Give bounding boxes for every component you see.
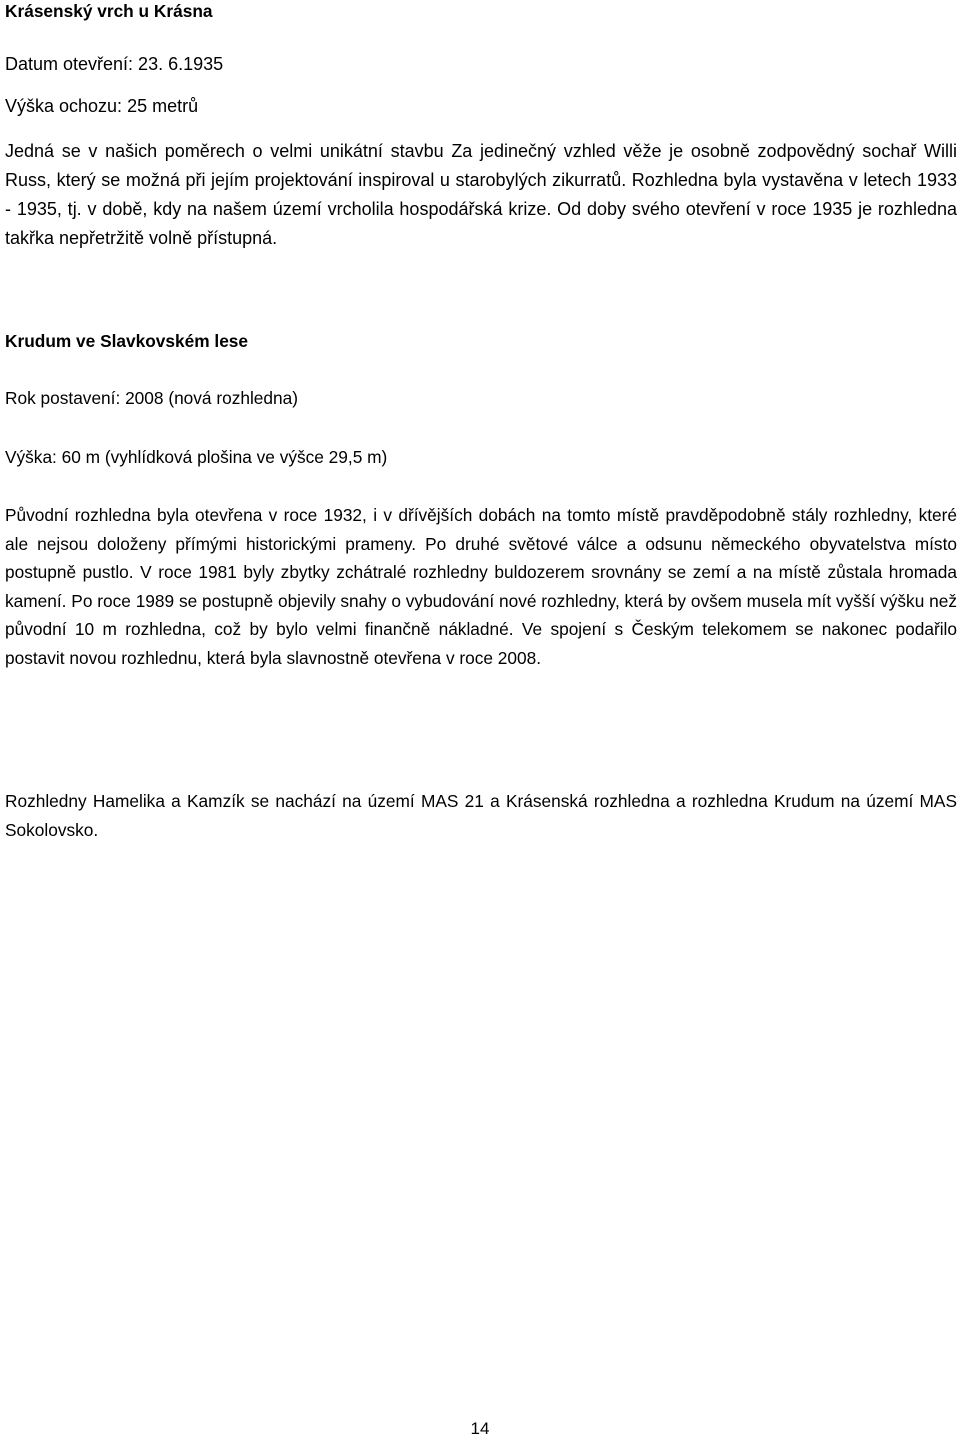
section2-height: Výška: 60 m (vyhlídková plošina ve výšce 29,5 m): [5, 447, 388, 467]
section1-height: Výška ochozu: 25 metrů: [5, 96, 199, 116]
closing-note: Rozhledny Hamelika a Kamzík se nachází na území MAS 21 a Krásenská rozhledna a rozhledna Krudum na území MAS Sokolovsko.: [5, 791, 957, 840]
page-number: 14: [470, 1419, 490, 1438]
section2-title: Krudum ve Slavkovském lese: [5, 331, 249, 351]
section2-built: Rok postavení: 2008 (nová rozhledna): [5, 388, 299, 408]
section1-title: Krásenský vrch u Krásna: [5, 1, 213, 21]
section2-paragraph: Původní rozhledna byla otevřena v roce 1932, i v dřívějších dobách na tomto místě pravděpodobně stály rozhledny, které ale nejsou doloženy přímými historickými prameny. Po druhé světové válce a odsunu německého obyvatelstva místo postupně pustlo. V roce 1981 byly zbytky zchátralé rozhledny buldozerem srovnány se zemí a na místě zůstala hromada kamení. Po roce 1989 se postupně objevily snahy o vybudování nové rozhledny, která by ovšem musela mít vyšší výšku než původní 10 m rozhledna, což by bylo velmi finančně nákladné. Ve spojení s Českým telekomem se nakonec podařilo postavit novou rozhlednu, která byla slavnostně otevřena v roce 2008.: [5, 505, 957, 668]
section1-paragraph: Jedná se v našich poměrech o velmi unikátní stavbu Za jedinečný vzhled věže je osobně zodpovědný sochař Willi Russ, který se možná při jejím projektování inspiroval u starobylých zikurratů. Rozhledna byla vystavěna v letech 1933 - 1935, tj. v době, kdy na našem území vrcholila hospodářská krize. Od doby svého otevření v roce 1935 je rozhledna takřka nepřetržitě volně přístupná.: [5, 141, 957, 248]
section1-opening-date: Datum otevření: 23. 6.1935: [5, 54, 224, 74]
